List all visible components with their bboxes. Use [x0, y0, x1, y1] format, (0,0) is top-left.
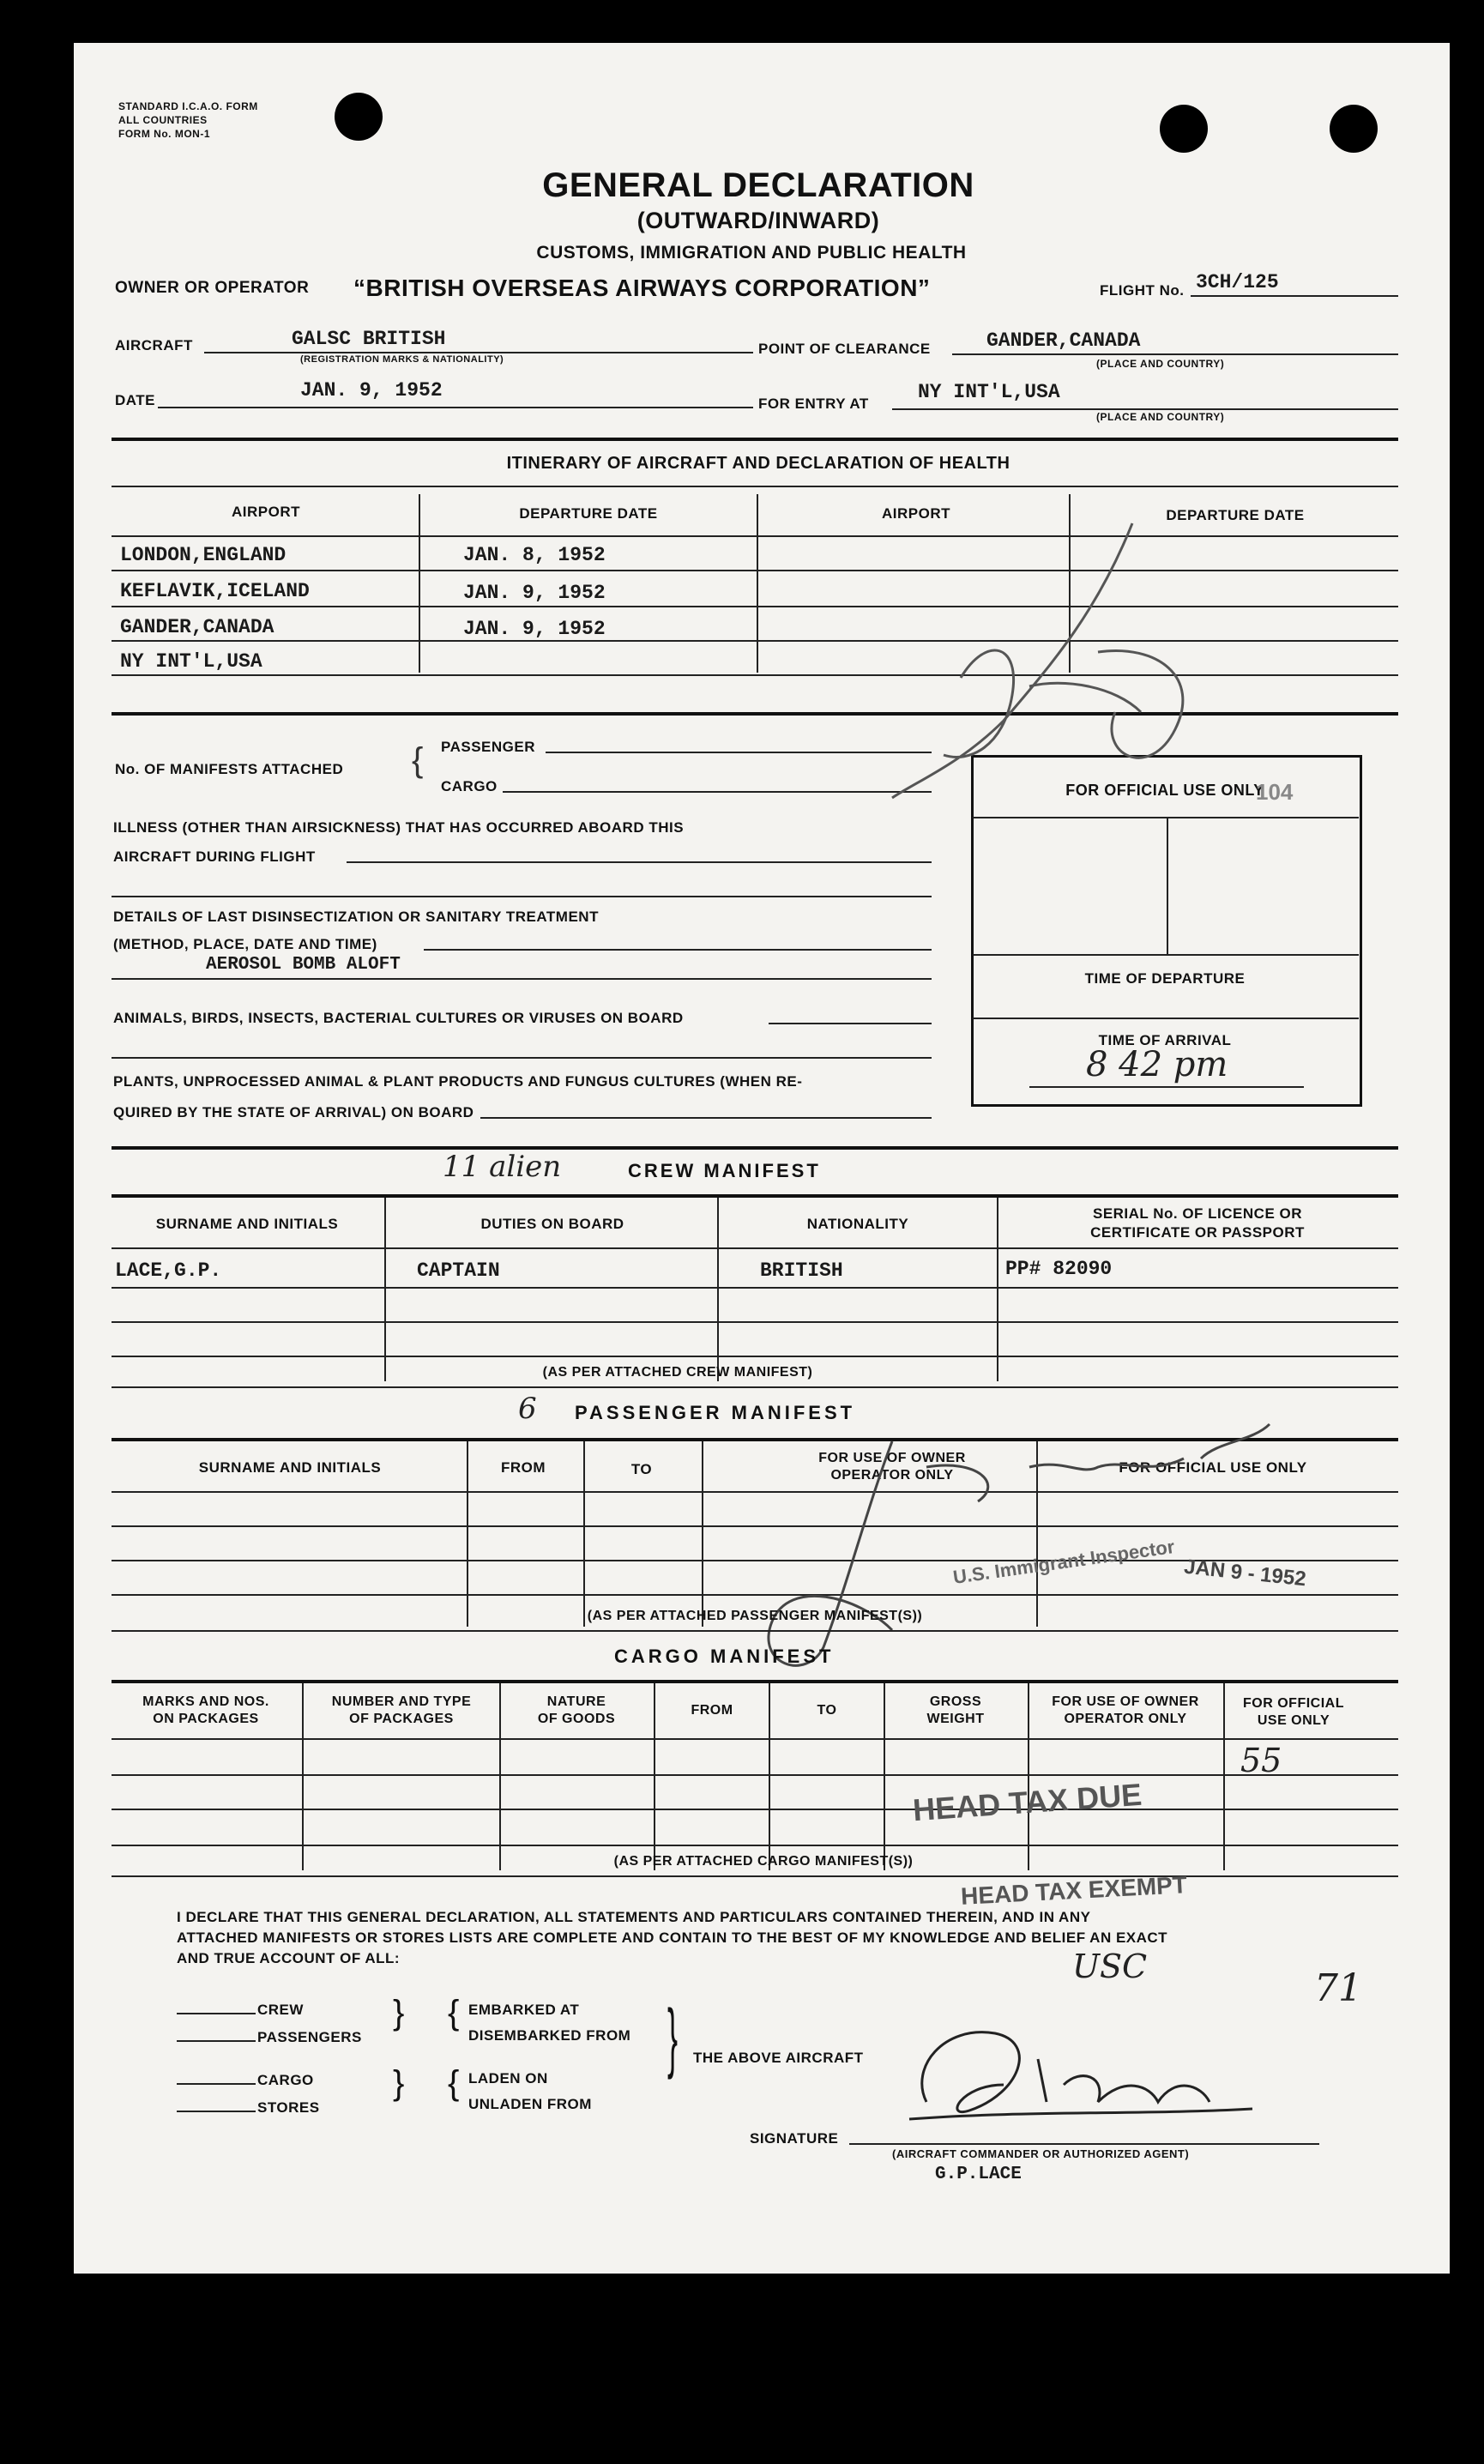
owner-value: “BRITISH OVERSEAS AIRWAYS CORPORATION” [353, 275, 931, 301]
passenger-hand-count: 6 [518, 1392, 537, 1426]
itinerary-airport: KEFLAVIK,ICELAND [120, 580, 310, 602]
immigrant-inspector-stamp-date: JAN 9 - 1952 [1183, 1555, 1307, 1591]
plants-label: PLANTS, UNPROCESSED ANIMAL & PLANT PRODUCTS AND FUNGUS CULTURES (WHEN RE- [113, 1073, 803, 1090]
declaration-text-3: AND TRUE ACCOUNT OF ALL: [177, 1950, 401, 1966]
passenger-col-surname: SURNAME AND INITIALS [198, 1459, 382, 1476]
aircraft-value: GALSC BRITISH [292, 328, 446, 350]
form-number: FORM No. MON-1 [118, 128, 210, 140]
time-of-departure-label: TIME OF DEPARTURE [1084, 970, 1246, 987]
itinerary-airport: LONDON,ENGLAND [120, 544, 287, 566]
illness-label-2: AIRCRAFT DURING FLIGHT [113, 849, 316, 865]
entry-note: (PLACE AND COUNTRY) [1096, 411, 1225, 423]
passenger-col-to: TO [630, 1461, 653, 1477]
crew-surname: LACE,G.P. [115, 1259, 222, 1282]
manifests-passenger-label: PASSENGER [441, 739, 535, 755]
crew-nationality: BRITISH [760, 1259, 843, 1282]
declaration-disembarked: DISEMBARKED FROM [468, 2027, 631, 2044]
crew-hand-note: 11 alien [443, 1150, 562, 1184]
handwritten-signature-scribble [841, 506, 1235, 824]
declaration-unladen: UNLADEN FROM [468, 2096, 592, 2112]
crew-footer: (AS PER ATTACHED CREW MANIFEST) [542, 1365, 813, 1380]
owner-label: OWNER OR OPERATOR [115, 279, 310, 297]
passenger-col-from: FROM [500, 1459, 546, 1476]
declaration-passengers: PASSENGERS [257, 2029, 362, 2045]
itinerary-col-departure-2: DEPARTURE DATE [1166, 507, 1305, 523]
cargo-col-owner: FOR USE OF OWNER [1052, 1694, 1199, 1709]
itinerary-date: JAN. 9, 1952 [463, 582, 606, 604]
flight-label: FLIGHT No. [1100, 282, 1185, 299]
cargo-col-official-2: USE ONLY [1257, 1713, 1330, 1728]
cargo-title: CARGO MANIFEST [614, 1646, 835, 1667]
crew-col-nationality: NATIONALITY [806, 1216, 909, 1232]
aircraft-label: AIRCRAFT [115, 337, 193, 353]
signature-label: SIGNATURE [750, 2130, 839, 2147]
page-title: GENERAL DECLARATION [542, 166, 974, 204]
clearance-value: GANDER,CANADA [986, 329, 1141, 352]
punch-hole [1160, 105, 1208, 153]
itinerary-title: ITINERARY OF AIRCRAFT AND DECLARATION OF HEALTH [506, 454, 1010, 473]
cargo-col-number-2: OF PACKAGES [349, 1712, 454, 1726]
disinsect-value: AEROSOL BOMB ALOFT [206, 955, 401, 975]
itinerary-col-airport: AIRPORT [232, 504, 300, 520]
illness-label: ILLNESS (OTHER THAN AIRSICKNESS) THAT HAS OCCURRED ABOARD THIS [113, 819, 685, 836]
head-tax-exempt-stamp: HEAD TAX EXEMPT [960, 1871, 1188, 1910]
form-standard: STANDARD I.C.A.O. FORM [118, 100, 258, 112]
declaration-hand-usc: USC [1072, 1948, 1148, 1985]
crew-col-serial-2: CERTIFICATE OR PASSPORT [1090, 1224, 1305, 1241]
itinerary-airport: GANDER,CANADA [120, 616, 274, 638]
cargo-col-nature-2: OF GOODS [537, 1712, 616, 1726]
itinerary-col-departure: DEPARTURE DATE [519, 505, 658, 522]
disinsect-label-2: (METHOD, PLACE, DATE AND TIME) [113, 936, 377, 952]
declaration-crew: CREW [257, 2002, 304, 2018]
entry-value: NY INT'L,USA [918, 381, 1060, 403]
crew-serial: PP# 82090 [1005, 1258, 1113, 1280]
cargo-col-gross-2: WEIGHT [926, 1712, 985, 1726]
passenger-col-owner-2: OPERATOR ONLY [830, 1468, 954, 1483]
cargo-col-marks-2: ON PACKAGES [153, 1712, 259, 1726]
cargo-col-from: FROM [691, 1703, 733, 1718]
disinsect-label: DETAILS OF LAST DISINSECTIZATION OR SANITARY TREATMENT [113, 909, 599, 925]
declaration-hand-71: 71 [1314, 1966, 1362, 2010]
crew-col-surname: SURNAME AND INITIALS [155, 1216, 339, 1232]
crew-col-duties: DUTIES ON BOARD [480, 1216, 624, 1232]
cargo-col-to: TO [817, 1703, 837, 1718]
cargo-col-nature: NATURE [546, 1694, 606, 1709]
plants-label-2: QUIRED BY THE STATE OF ARRIVAL) ON BOARD [113, 1104, 474, 1120]
declaration-text: I DECLARE THAT THIS GENERAL DECLARATION, ALL STATEMENTS AND PARTICULARS CONTAINED THEREIN, AND IN ANY [177, 1909, 1091, 1925]
time-of-arrival-label: TIME OF ARRIVAL [1098, 1032, 1232, 1048]
flight-value: 3CH/125 [1196, 271, 1279, 293]
declaration-stores: STORES [257, 2099, 320, 2116]
arrival-time-handwritten: 8 42 pm [1086, 1045, 1228, 1084]
passenger-col-owner: FOR USE OF OWNER [818, 1451, 966, 1465]
declaration-cargo: CARGO [257, 2072, 314, 2088]
signature-note: (AIRCRAFT COMMANDER OR AUTHORIZED AGENT) [892, 2147, 1190, 2160]
captain-signature [892, 2008, 1270, 2136]
declaration-above-aircraft: THE ABOVE AIRCRAFT [693, 2050, 864, 2066]
manifests-label: No. OF MANIFESTS ATTACHED [115, 761, 344, 777]
crew-col-serial: SERIAL No. OF LICENCE OR [1092, 1205, 1303, 1222]
itinerary-airport: NY INT'L,USA [120, 650, 262, 673]
itinerary-col-airport-2: AIRPORT [882, 505, 950, 522]
date-label: DATE [115, 392, 156, 408]
official-stamp-number: 104 [1256, 779, 1294, 805]
clearance-label: POINT OF CLEARANCE [758, 341, 931, 357]
cargo-col-official: FOR OFFICIAL [1243, 1696, 1344, 1711]
itinerary-date: JAN. 9, 1952 [463, 618, 606, 640]
cargo-hand-55: 55 [1240, 1742, 1282, 1779]
page-subtitle: (OUTWARD/INWARD) [636, 208, 880, 233]
punch-hole [1330, 105, 1378, 153]
signer-name: G.P.LACE [935, 2165, 1022, 2184]
punch-hole [335, 93, 383, 141]
form-countries: ALL COUNTRIES [118, 114, 208, 126]
clearance-note: (PLACE AND COUNTRY) [1096, 358, 1225, 370]
passenger-col-official: FOR OFFICIAL USE ONLY [1119, 1459, 1307, 1476]
cargo-col-marks: MARKS AND NOS. [142, 1694, 269, 1709]
cargo-col-number: NUMBER AND TYPE [331, 1694, 472, 1709]
page-subtitle-2: CUSTOMS, IMMIGRATION AND PUBLIC HEALTH [536, 243, 967, 263]
cargo-col-owner-2: OPERATOR ONLY [1064, 1712, 1187, 1726]
crew-duties: CAPTAIN [417, 1259, 500, 1282]
animals-label: ANIMALS, BIRDS, INSECTS, BACTERIAL CULTURES OR VIRUSES ON BOARD [113, 1010, 684, 1026]
entry-label: FOR ENTRY AT [758, 396, 869, 412]
official-box-title: FOR OFFICIAL USE ONLY [1065, 782, 1264, 799]
itinerary-date: JAN. 8, 1952 [463, 544, 606, 566]
manifests-cargo-label: CARGO [441, 778, 498, 794]
head-tax-due-stamp: HEAD TAX DUE [911, 1776, 1143, 1828]
passenger-title: PASSENGER MANIFEST [575, 1402, 856, 1423]
passenger-footer: (AS PER ATTACHED PASSENGER MANIFEST(S)) [587, 1609, 923, 1623]
cargo-col-gross: GROSS [929, 1694, 982, 1709]
immigrant-inspector-stamp: U.S. Immigrant Inspector [951, 1536, 1176, 1589]
crew-title: CREW MANIFEST [628, 1160, 821, 1181]
declaration-text-2: ATTACHED MANIFESTS OR STORES LISTS ARE COMPLETE AND CONTAIN TO THE BEST OF MY KNOWLEDGE AND BELIEF AN EXACT [177, 1930, 1168, 1946]
date-value: JAN. 9, 1952 [300, 379, 443, 402]
cargo-footer: (AS PER ATTACHED CARGO MANIFEST(S)) [613, 1854, 914, 1869]
aircraft-note: (REGISTRATION MARKS & NATIONALITY) [300, 354, 504, 365]
declaration-embarked: EMBARKED AT [468, 2002, 580, 2018]
declaration-laden: LADEN ON [468, 2070, 548, 2087]
